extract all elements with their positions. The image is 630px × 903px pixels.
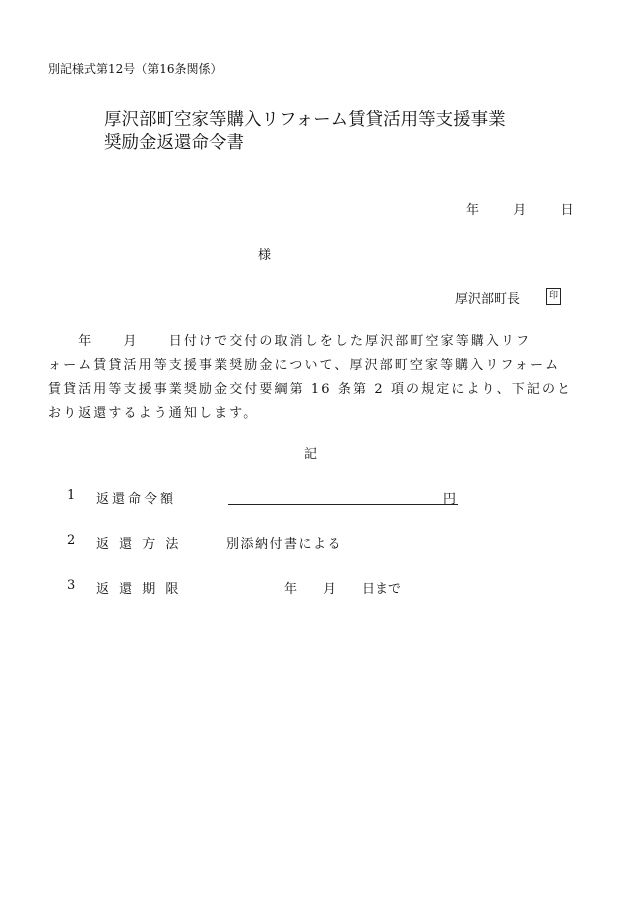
- item-1-label: 返還命令額: [96, 492, 177, 507]
- title-line-1: 厚沢部町空家等購入リフォーム賃貸活用等支援事業: [104, 110, 506, 130]
- body-line-1: 年 月 日付けで交付の取消しをした厚沢部町空家等購入リフ: [48, 334, 532, 349]
- ki-heading: 記: [304, 447, 318, 462]
- body-line-3: 賃貸活用等支援事業奨励金交付要綱第 16 条第 2 項の規定により、下記のと: [48, 382, 573, 397]
- item-2-number: 2: [67, 533, 76, 548]
- amount-unit: 円: [443, 492, 457, 507]
- date-month: 月: [513, 203, 527, 218]
- return-method-value: 別添納付書による: [226, 537, 343, 552]
- body-line-2: ォーム賃貸活用等支援事業奨励金について、厚沢部町空家等購入リフォーム: [48, 358, 561, 373]
- item-3-number: 3: [67, 578, 76, 593]
- item-2-label: 返 還 方 法: [96, 537, 182, 552]
- form-number: 別記様式第12号（第16条関係）: [48, 62, 223, 76]
- seal-mark: 印: [546, 288, 561, 305]
- date-day: 日: [560, 203, 574, 218]
- body-line-4: おり返還するよう通知します。: [48, 406, 259, 421]
- issue-date: [466, 199, 574, 218]
- notice-body: [48, 330, 583, 426]
- sender-name: 厚沢部町長: [455, 292, 521, 307]
- addressee-suffix: 様: [258, 248, 272, 263]
- item-1-number: 1: [67, 488, 76, 503]
- title-line-2: 奨励金返還命令書: [104, 133, 244, 153]
- return-deadline-value: 年 月 日まで: [284, 582, 402, 597]
- item-3-label: 返 還 期 限: [96, 582, 182, 597]
- amount-blank-line: [228, 504, 458, 505]
- document-title: [104, 109, 506, 155]
- date-year: 年: [466, 203, 480, 218]
